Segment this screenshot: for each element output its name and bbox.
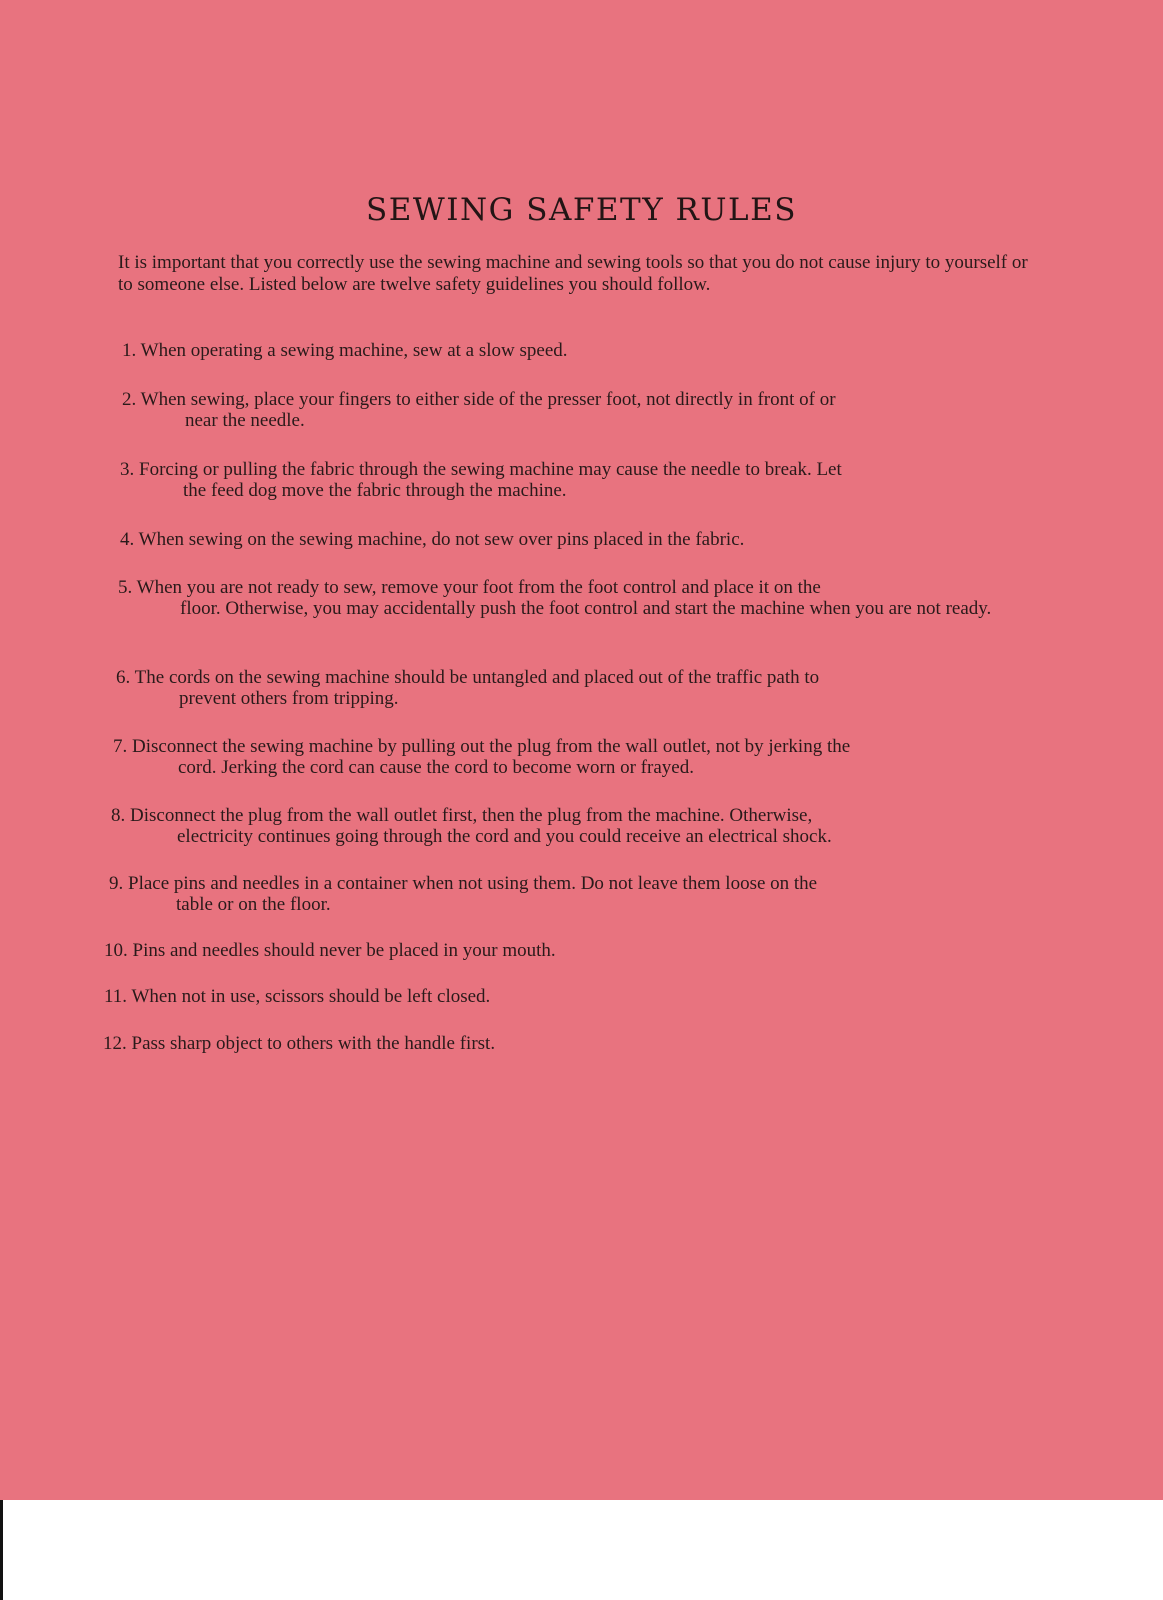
scan-edge-line xyxy=(0,1500,3,1600)
rule-continuation: near the needle. xyxy=(185,410,305,431)
rule-item-8 xyxy=(111,805,1011,847)
rule-text: Forcing or pulling the fabric through the sewing machine may cause the needle to break. Let xyxy=(139,459,842,480)
rule-number: 11. xyxy=(104,986,128,1007)
rule-number: 4. xyxy=(120,529,135,550)
rule-continuation: prevent others from tripping. xyxy=(179,688,399,709)
rule-number: 7. xyxy=(113,736,128,757)
rule-continuation: floor. Otherwise, you may accidentally push the foot control and start the machine when you are not ready. xyxy=(180,598,992,619)
rule-item-7 xyxy=(113,736,1043,778)
rule-item-3 xyxy=(120,459,1020,501)
rule-item-4 xyxy=(120,529,1020,550)
rule-number: 12. xyxy=(103,1033,127,1054)
rule-text: Pass sharp object to others with the handle first. xyxy=(131,1033,496,1054)
rule-text: The cords on the sewing machine should be untangled and placed out of the traffic path to xyxy=(134,667,820,688)
rule-number: 1. xyxy=(122,340,137,361)
rule-item-9 xyxy=(109,873,1009,915)
rule-text: Disconnect the sewing machine by pulling out the plug from the wall outlet, not by jerking the xyxy=(132,736,851,757)
rule-item-5 xyxy=(118,577,1008,619)
rule-text: When sewing on the sewing machine, do not sew over pins placed in the fabric. xyxy=(138,529,745,550)
rule-number: 2. xyxy=(122,389,137,410)
rule-text: Pins and needles should never be placed in your mouth. xyxy=(132,940,556,961)
rule-item-12 xyxy=(103,1033,1003,1054)
rule-text: When you are not ready to sew, remove your foot from the foot control and place it on the xyxy=(136,577,821,598)
rule-item-2 xyxy=(122,389,1022,431)
document-title: SEWING SAFETY RULES xyxy=(366,192,797,228)
rule-continuation: the feed dog move the fabric through the machine. xyxy=(183,480,567,501)
rule-number: 6. xyxy=(116,667,131,688)
rule-continuation: electricity continues going through the cord and you could receive an electrical shock. xyxy=(177,826,832,847)
rule-text: When operating a sewing machine, sew at a slow speed. xyxy=(140,340,568,361)
rule-number: 3. xyxy=(120,459,135,480)
rule-number: 5. xyxy=(118,577,133,598)
rule-continuation: cord. Jerking the cord can cause the cord to become worn or frayed. xyxy=(178,757,694,778)
rule-item-11 xyxy=(104,986,1004,1007)
rule-text: Place pins and needles in a container when not using them. Do not leave them loose on the xyxy=(128,873,818,894)
rule-number: 8. xyxy=(111,805,126,826)
rule-item-1 xyxy=(122,340,1022,361)
rule-text: When not in use, scissors should be left closed. xyxy=(131,986,491,1007)
rule-continuation: table or on the floor. xyxy=(176,894,331,915)
rule-text: Disconnect the plug from the wall outlet first, then the plug from the machine. Otherwise, xyxy=(130,805,813,826)
rule-number: 9. xyxy=(109,873,124,894)
rule-item-10 xyxy=(104,940,1004,961)
rule-number: 10. xyxy=(104,940,128,961)
rule-item-6 xyxy=(116,667,1016,709)
intro-paragraph: It is important that you correctly use the sewing machine and sewing tools so that you do not cause injury to yourself or to someone else. Listed below are twelve safety guidelines you should follow. xyxy=(118,252,1028,295)
rule-text: When sewing, place your fingers to either side of the presser foot, not directly in front of or xyxy=(140,389,836,410)
